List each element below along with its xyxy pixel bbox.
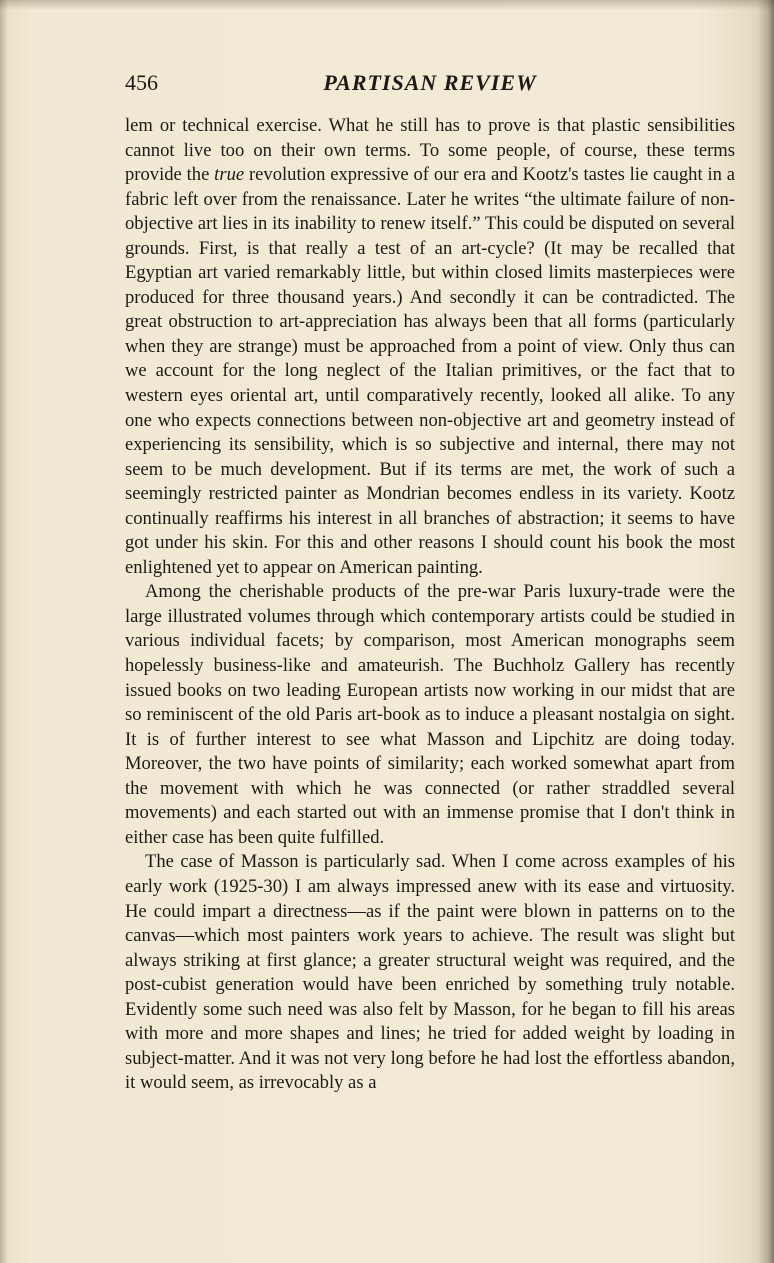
paragraph-continued [125,114,735,580]
paragraph-text: lem or technical exercise. What he still has to prove is that plastic sensibilities cannot live too on their own terms. To some people, of course, these terms provide the [125,115,735,186]
paragraph-text: revolution expressive of our era and Kootz's tastes lie caught in a fabric left over from the renaissance. Later he writes “the ultimate failure of non-objective art lies in its inability to renew itself.” This could be disputed on several grounds. First, is that really a test of an art-cycle? (It may be recalled that Egyptian art varied remarkably little, but within closed limits masterpieces were produced for three thousand years.) And secondly it can be contradicted. The great obstruction to art-appreciation has always been that all forms (particularly when they are strange) must be approached from a point of view. Only thus can we account for the long neglect of the Italian primitives, or the fact that to western eyes oriental art, until comparatively recently, looked all alike. To any one who expects connections between non-objective art and geometry instead of experiencing its sensibility, which is so subjective and internal, there may not seem to be much development. But if its terms are met, the work of such a seemingly restricted painter as Mondrian becomes endless in its variety. Kootz continually reaffirms his interest in all branches of abstraction; it seems to have got under his skin. For this and other reasons I should count his book the most enlightened yet to appear on American painting. [125,164,735,578]
paragraph: Among the cherishable products of the pre-war Paris luxury-trade were the large illustrated volumes through which contemporary artists could be studied in various individual facets; by comparison, most American monographs seem hopelessly business-like and amateurish. The Buchholz Gallery has recently issued books on two leading European artists now working in our midst that are so reminiscent of the old Paris art-book as to induce a pleasant nostalgia on sight. It is of further interest to see what Masson and Lipchitz are doing today. Moreover, the two have points of similarity; each worked somewhat apart from the movement with which he was connected (or rather straddled several movements) and each started out with an immense promise that I don't think in either case has been quite fulfilled. [125,581,735,848]
page-binding-shadow [758,0,774,1263]
page-left-shadow [0,0,8,1263]
paragraph: The case of Masson is particularly sad. When I come across examples of his early work (1925-30) I am always impressed anew with its ease and virtuosity. He could impart a directness—as if the paint were blown in patterns on to the canvas—which most painters work years to achieve. The result was slight but always striking at first glance; a greater structural weight was required, and the post-cubist generation would have been enriched by something truly notable. Evidently some such need was also felt by Masson, for he began to fill his areas with more and more shapes and lines; he tried for added weight by loading in subject-matter. And it was not very long before he had lost the effortless abandon, it would seem, as irrevocably as a [125,851,735,1094]
page-header [125,64,735,100]
page-top-shadow [0,0,774,10]
running-head: PARTISAN REVIEW [323,70,537,95]
page-number: 456 [125,70,158,95]
emphasis-text: true [214,164,245,186]
body-text [125,114,735,1096]
